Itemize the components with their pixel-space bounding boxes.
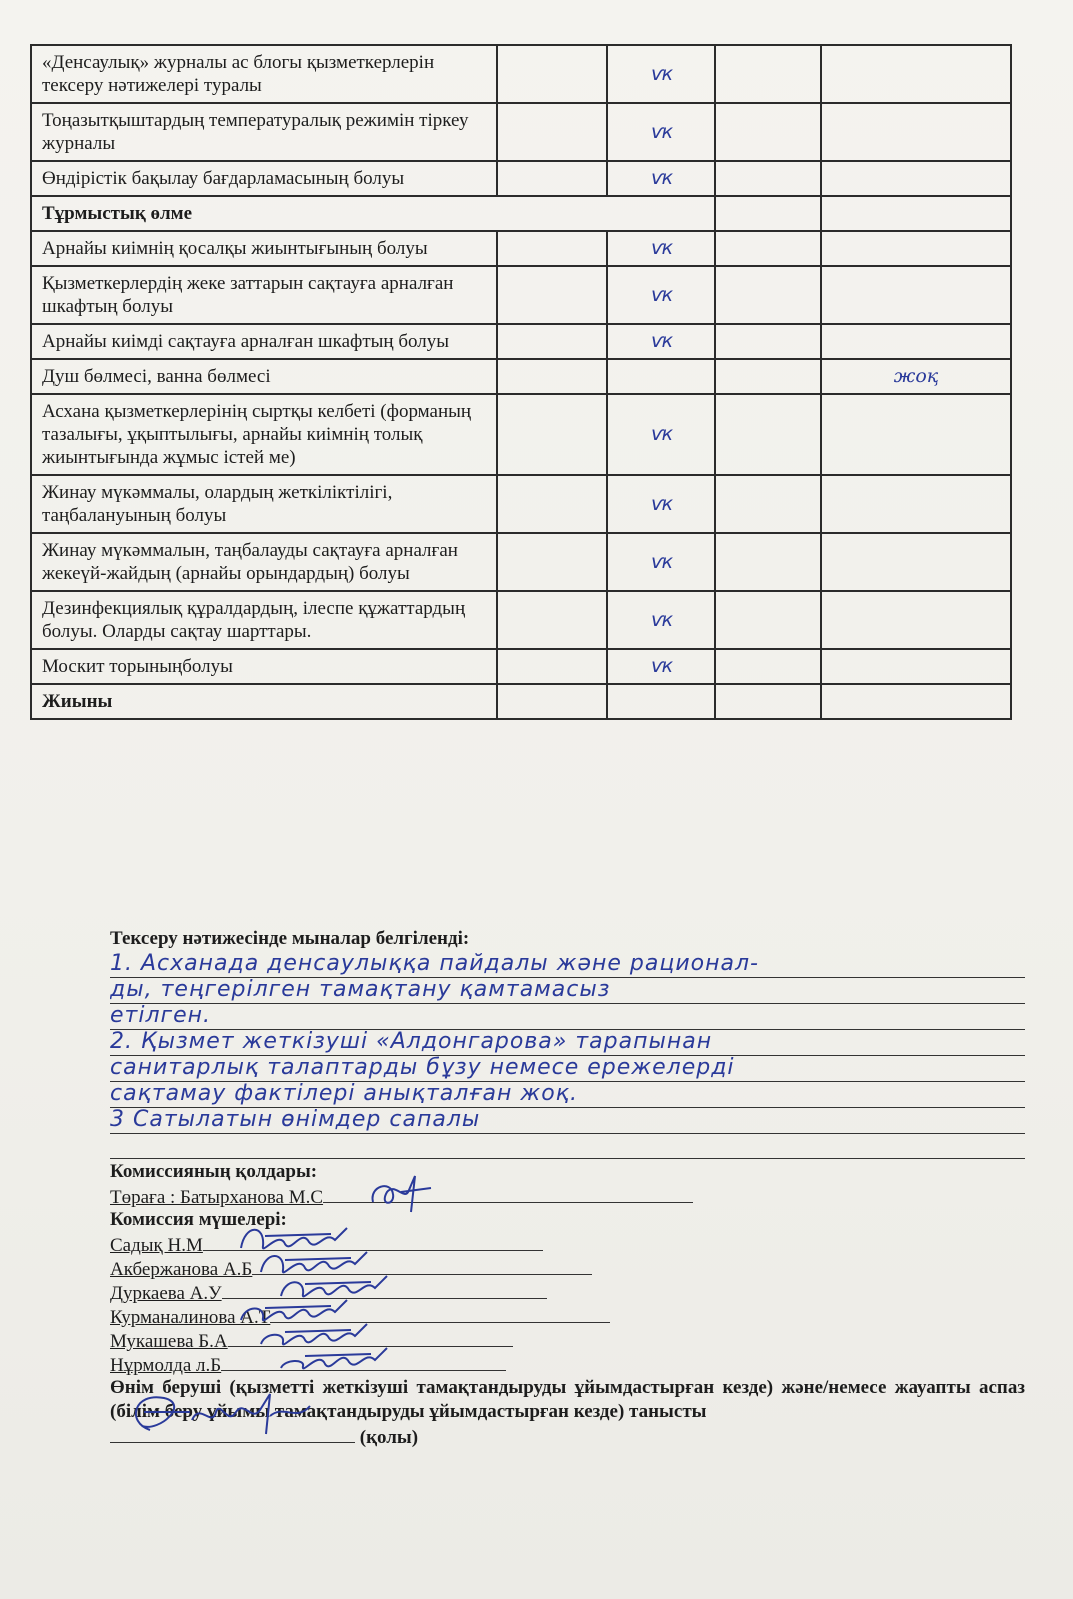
empty-cell xyxy=(497,231,607,266)
handwritten-no-mark xyxy=(821,103,1011,161)
handwritten-line: 3 Сатылатын өнімдер сапалы xyxy=(110,1108,1025,1134)
handwritten-no-mark: жоқ xyxy=(821,359,1011,394)
member-signature-line xyxy=(221,1352,506,1371)
handwritten-mark xyxy=(607,359,715,394)
empty-cell xyxy=(497,324,607,359)
checklist-item-label: Дезинфекциялық құралдардың, ілеспе құжаттардың болуы. Оларды сақтау шарттары. xyxy=(31,591,497,649)
checklist-row xyxy=(31,266,1011,324)
empty-cell xyxy=(715,475,821,533)
handwritten-mark: ѵк xyxy=(607,649,715,684)
checklist-row xyxy=(31,45,1011,103)
empty-cell xyxy=(715,324,821,359)
checklist-row xyxy=(31,394,1011,475)
members-list xyxy=(110,1232,1030,1376)
handwritten-mark: ѵк xyxy=(607,266,715,324)
checklist-row xyxy=(31,475,1011,533)
handwritten-no-mark xyxy=(821,394,1011,475)
members-title: Комиссия мүшелері: xyxy=(110,1209,287,1230)
checklist-item-label: Тоңазытқыштардың температуралық режимін тіркеу журналы xyxy=(31,103,497,161)
empty-cell xyxy=(607,684,715,719)
checklist-table-wrapper xyxy=(30,44,1010,720)
member-name: Мукашева Б.А xyxy=(110,1331,228,1352)
empty-cell xyxy=(497,649,607,684)
chair-signature-line xyxy=(323,1184,693,1203)
checklist-row xyxy=(31,324,1011,359)
handwritten-no-mark xyxy=(821,475,1011,533)
member-name: Дуркаева А.У xyxy=(110,1283,222,1304)
signature-label: (қолы) xyxy=(359,1427,419,1448)
empty-cell xyxy=(715,231,821,266)
member-name: Акбержанова А.Б xyxy=(110,1259,253,1280)
checklist-item-label: Жинау мүкәммалын, таңбалауды сақтауға арналған жекеүй-жайдың (арнайы орындардың) болуы xyxy=(31,533,497,591)
empty-cell xyxy=(715,394,821,475)
handwritten-mark: ѵк xyxy=(607,533,715,591)
handwritten-no-mark xyxy=(821,591,1011,649)
checklist-item-label: Асхана қызметкерлерінің сыртқы келбеті (форманың тазалығы, ұқыптылығы, арнайы киімнің толық жиынтығында жұмыс істей ме) xyxy=(31,394,497,475)
handwritten-no-mark xyxy=(821,324,1011,359)
handwritten-line: етілген. xyxy=(110,1004,1025,1030)
empty-cell xyxy=(715,591,821,649)
handwritten-mark: ѵк xyxy=(607,394,715,475)
checklist-row xyxy=(31,161,1011,196)
member-row xyxy=(110,1256,1030,1280)
handwritten-mark: ѵк xyxy=(607,324,715,359)
checklist-row xyxy=(31,591,1011,649)
commission-section xyxy=(110,1160,1030,1450)
handwritten-no-mark xyxy=(821,161,1011,196)
handwritten-line: ды, теңгерілген тамақтану қамтамасыз xyxy=(110,978,1025,1004)
handwritten-line: сақтамау фактілері анықталған жоқ. xyxy=(110,1082,1025,1108)
empty-cell xyxy=(715,533,821,591)
chair-row xyxy=(110,1184,1030,1208)
checklist-item-label: Арнайы киімді сақтауға арналған шкафтың болуы xyxy=(31,324,497,359)
empty-cell xyxy=(821,684,1011,719)
handwritten-results xyxy=(110,952,1025,1159)
handwritten-line: санитарлық талаптарды бұзу немесе ережелерді xyxy=(110,1056,1025,1082)
empty-cell xyxy=(497,394,607,475)
producer-text: Өнім беруші (қызметті жеткізуші тамақтандыруды ұйымдастырған кезде) және/немесе жауапты аспаз (білім беру ұйымы тамақтандыруды ұйымдастырған кезде) танысты xyxy=(110,1377,1025,1422)
member-row xyxy=(110,1304,1030,1328)
handwritten-mark: ѵк xyxy=(607,45,715,103)
section-heading: Тұрмыстық өлме xyxy=(31,196,715,231)
member-name: Курманалинова А.Т xyxy=(110,1307,271,1328)
handwritten-no-mark xyxy=(821,266,1011,324)
empty-cell xyxy=(497,45,607,103)
empty-cell xyxy=(715,196,821,231)
member-signature-line xyxy=(203,1232,543,1251)
handwritten-mark: ѵк xyxy=(607,103,715,161)
producer-statement xyxy=(110,1376,1025,1450)
handwritten-line: 1. Асханада денсаулыққа пайдалы және рационал- xyxy=(110,952,1025,978)
producer-signature-line xyxy=(110,1424,355,1443)
empty-cell xyxy=(497,475,607,533)
handwritten-mark: ѵк xyxy=(607,231,715,266)
handwritten-no-mark xyxy=(821,231,1011,266)
checklist-row xyxy=(31,359,1011,394)
chair-name: Төраға : Батырханова М.С xyxy=(110,1187,324,1208)
member-row xyxy=(110,1232,1030,1256)
checklist-item-label: Арнайы киімнің қосалқы жиынтығының болуы xyxy=(31,231,497,266)
empty-cell xyxy=(715,103,821,161)
handwritten-mark: ѵк xyxy=(607,161,715,196)
checklist-row xyxy=(31,649,1011,684)
checklist-row xyxy=(31,533,1011,591)
handwritten-line xyxy=(110,1134,1025,1159)
handwritten-no-mark xyxy=(821,649,1011,684)
empty-cell xyxy=(715,266,821,324)
member-signature-line xyxy=(270,1304,610,1323)
empty-cell xyxy=(497,684,607,719)
empty-cell xyxy=(715,45,821,103)
empty-cell xyxy=(497,591,607,649)
checklist-item-label: Қызметкерлердің жеке заттарын сақтауға арналған шкафтың болуы xyxy=(31,266,497,324)
checklist-item-label: Жинау мүкәммалы, олардың жеткіліктілігі, таңбалануының болуы xyxy=(31,475,497,533)
results-section xyxy=(110,928,1025,1159)
handwritten-no-mark xyxy=(821,533,1011,591)
empty-cell xyxy=(715,161,821,196)
empty-cell xyxy=(497,266,607,324)
member-signature-line xyxy=(252,1256,592,1275)
empty-cell xyxy=(715,684,821,719)
handwritten-no-mark xyxy=(821,45,1011,103)
section-row xyxy=(31,196,1011,231)
handwritten-line: 2. Қызмет жеткізуші «Алдонгарова» тарапынан xyxy=(110,1030,1025,1056)
member-row xyxy=(110,1328,1030,1352)
member-signature-line xyxy=(222,1280,547,1299)
checklist-item-label: Душ бөлмесі, ванна бөлмесі xyxy=(31,359,497,394)
member-row xyxy=(110,1280,1030,1304)
empty-cell xyxy=(497,359,607,394)
checklist-row xyxy=(31,231,1011,266)
checklist-item-label: Өндірістік бақылау бағдарламасының болуы xyxy=(31,161,497,196)
checklist-row xyxy=(31,103,1011,161)
member-row xyxy=(110,1352,1030,1376)
empty-cell xyxy=(821,196,1011,231)
empty-cell xyxy=(715,649,821,684)
checklist-item-label: «Денсаулық» журналы ас блогы қызметкерлерін тексеру нәтижелері туралы xyxy=(31,45,497,103)
section-row xyxy=(31,684,1011,719)
handwritten-mark: ѵк xyxy=(607,475,715,533)
member-name: Нұрмолда л.Б xyxy=(110,1355,222,1376)
empty-cell xyxy=(715,359,821,394)
commission-title: Комиссияның қолдары: xyxy=(110,1161,318,1182)
member-name: Садық Н.М xyxy=(110,1235,203,1256)
empty-cell xyxy=(497,161,607,196)
empty-cell xyxy=(497,533,607,591)
member-signature-line xyxy=(228,1328,513,1347)
handwritten-mark: ѵк xyxy=(607,591,715,649)
checklist-table xyxy=(30,44,1012,720)
results-title: Тексеру нәтижесінде мыналар белгіленді: xyxy=(110,928,470,949)
empty-cell xyxy=(497,103,607,161)
checklist-item-label: Москит торыныңболуы xyxy=(31,649,497,684)
section-heading: Жиыны xyxy=(31,684,497,719)
